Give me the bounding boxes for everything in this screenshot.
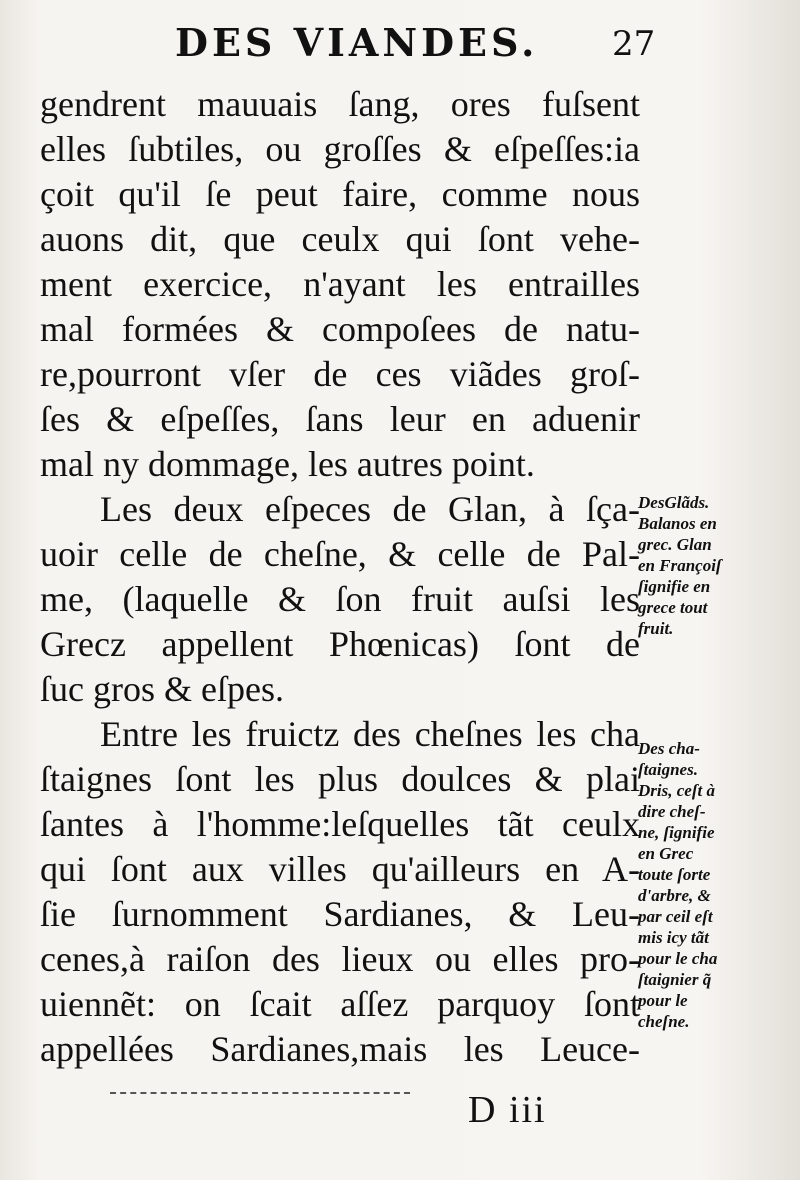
text-line: auons dit, que ceulx qui ſont vehe- <box>40 219 640 259</box>
text-line: mal ny dommage, les autres point. <box>40 444 535 484</box>
note-line: pour le cha <box>638 949 718 968</box>
note-line: ſtaignes. <box>638 760 698 779</box>
note-line: ne, ſignifie <box>638 823 715 842</box>
footer-rule <box>110 1092 410 1094</box>
note-line: grec. Glan <box>638 535 712 554</box>
text-line: ſie ſurnomment Sardianes, & Leu- <box>40 894 640 934</box>
note-line: fruit. <box>638 619 674 638</box>
note-line: Des cha- <box>638 739 700 758</box>
text-line: Entre les fruictz des cheſnes les cha <box>100 714 640 754</box>
note-line: DesGlãds. <box>638 493 710 512</box>
note-line: cheſne. <box>638 1012 690 1031</box>
note-line: Balanos en <box>638 514 717 533</box>
note-line: en Françoiſ <box>638 556 722 575</box>
note-line: toute ſorte <box>638 865 711 884</box>
note-line: mis icy tãt <box>638 928 709 947</box>
text-line: cenes,à raiſon des lieux ou elles pro- <box>40 939 640 979</box>
note-line: par ceil eſt <box>638 907 713 926</box>
main-text <box>40 82 640 1072</box>
text-line: ſuc gros & eſpes. <box>40 669 284 709</box>
text-line: qui ſont aux villes qu'ailleurs en A- <box>40 849 640 889</box>
note-line: en Grec <box>638 844 694 863</box>
text-line: mal formées & compoſees de natu- <box>40 309 640 349</box>
text-line: Grecz appellent Phœnicas) ſont de <box>40 624 640 664</box>
page-number: 27 <box>612 24 656 64</box>
note-line: ſignifie en <box>638 577 711 596</box>
note-line: ſtaignier q̃ <box>638 970 712 989</box>
marginal-note-glands <box>638 492 798 639</box>
running-title: DES VIANDES. <box>175 20 539 65</box>
signature-mark: D iii <box>468 1089 547 1131</box>
note-line: d'arbre, & <box>638 886 711 905</box>
page-footer <box>0 1088 800 1148</box>
text-line: ment exercice, n'ayant les entrailles <box>40 264 640 304</box>
text-line: uoir celle de cheſne, & celle de Pal- <box>40 534 640 574</box>
text-line: Les deux eſpeces de Glan, à ſça- <box>100 489 640 529</box>
text-line: elles ſubtiles, ou groſſes & eſpeſſes:ia <box>40 129 640 169</box>
text-line: çoit qu'il ſe peut faire, comme nous <box>40 174 640 214</box>
text-line: re,pourront vſer de ces viãdes groſ- <box>40 354 640 394</box>
text-line: ſtaignes ſont les plus doulces & plai <box>40 759 640 799</box>
note-line: Dris, ceſt à <box>638 781 715 800</box>
text-line: appellées Sardianes,mais les Leuce- <box>40 1029 640 1069</box>
page-header <box>0 18 800 78</box>
note-line: grece tout <box>638 598 708 617</box>
text-line: me, (laquelle & ſon fruit auſsi les <box>40 579 640 619</box>
text-line: ſes & eſpeſſes, ſans leur en aduenir <box>40 399 640 439</box>
marginal-note-chastaignes <box>638 738 798 1032</box>
text-line: uiennẽt: on ſcait aſſez parquoy ſont <box>40 984 640 1024</box>
text-line: gendrent mauuais ſang, ores fuſsent <box>40 84 640 124</box>
text-line: ſantes à l'homme:leſquelles tãt ceulx <box>40 804 640 844</box>
note-line: dire cheſ- <box>638 802 706 821</box>
note-line: pour le <box>638 991 688 1010</box>
